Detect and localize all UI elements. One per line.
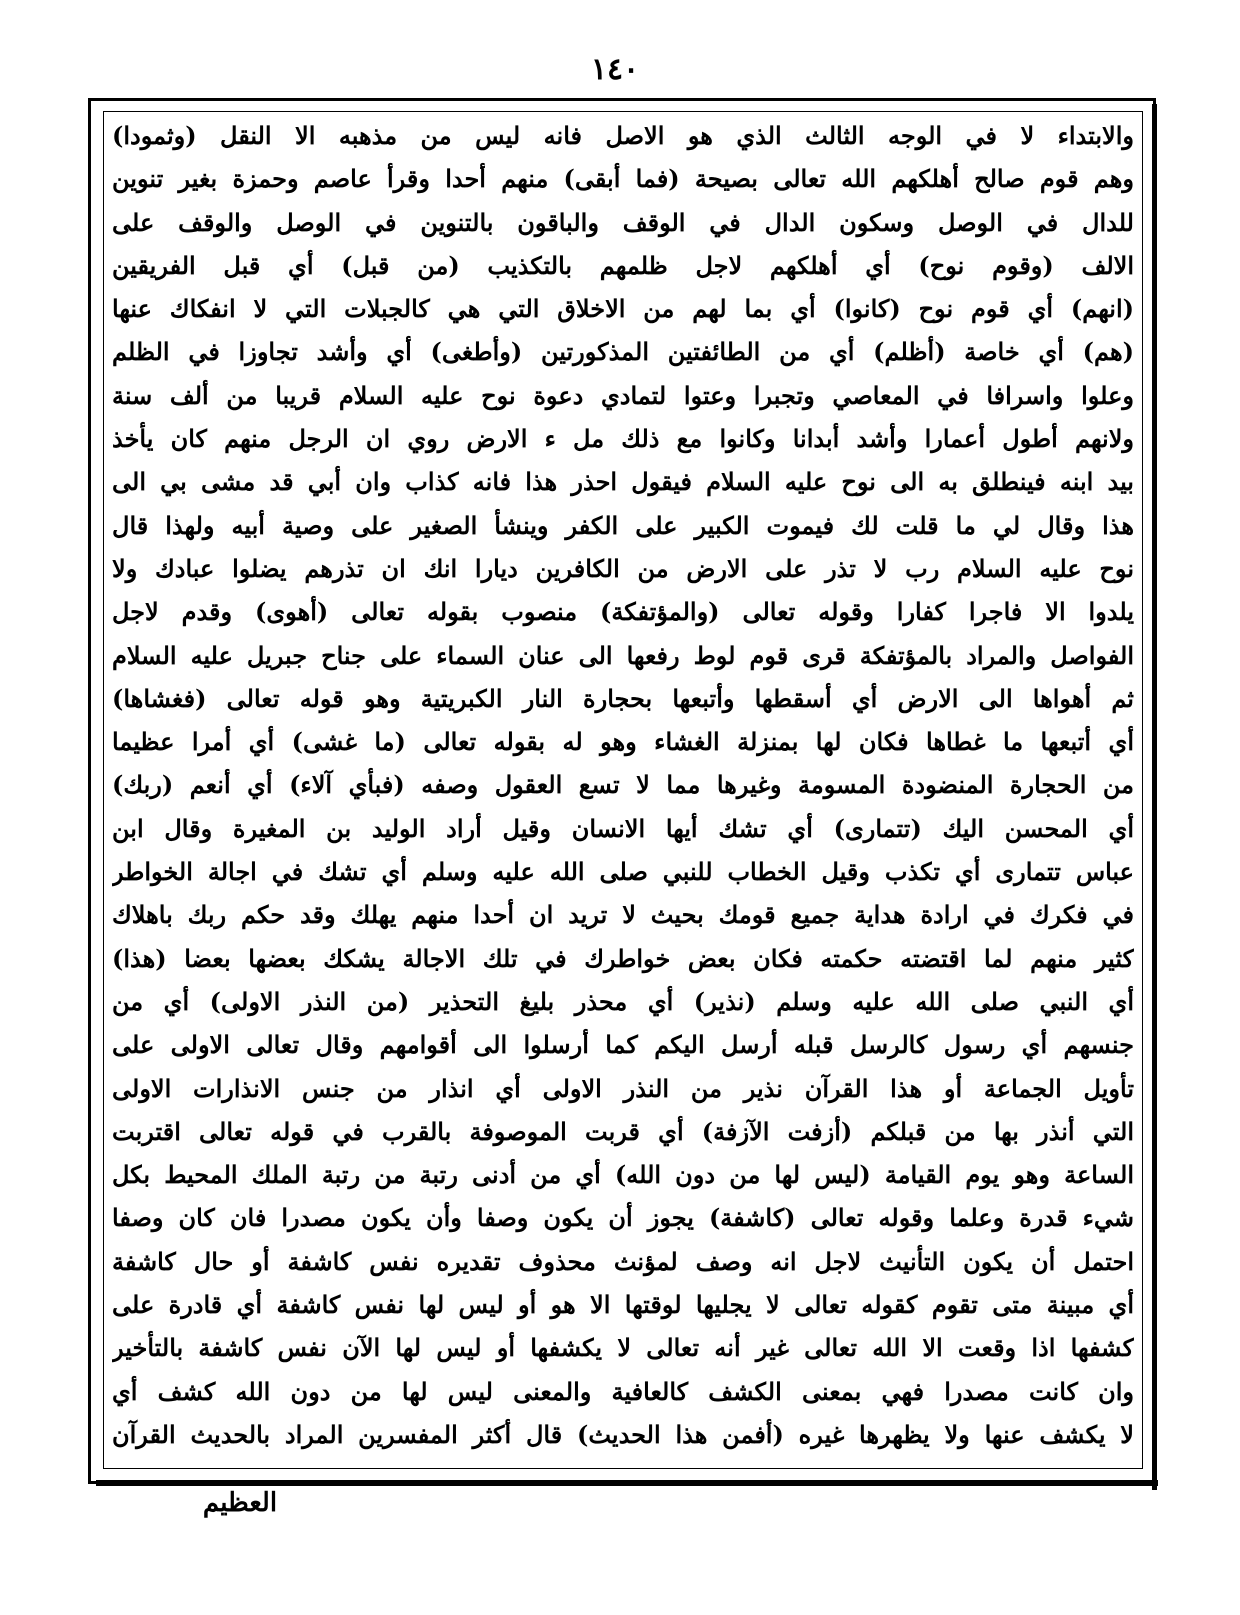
text-line: كثير منهم لما اقتضته حكمته فكان بعض خواطرك في تلك الاجالة يشكك بعضها بعضا (هذا) [112,943,1134,973]
text-line: الفواصل والمراد بالمؤتفكة قرى قوم لوط رفعها الى عنان السماء على جناح جبريل عليه السلام [112,640,1134,670]
text-line: للدال في الوصل وسكون الدال في الوقف والباقون بالتنوين في الوصل والوقف على [112,207,1134,237]
text-line: أي أتبعها ما غطاها فكان لها بمنزلة الغشاء وهو له بقوله تعالى (ما غشى) أي أمرا عظيما [112,727,1134,757]
text-line: الساعة وهو يوم القيامة (ليس لها من دون الله) أي من أدنى رتبة من رتبة الملك المحيط بكل [112,1160,1134,1190]
text-line: (انهم) أي قوم نوح (كانوا) أي بما لهم من الاخلاق التي هي كالجبلات التي لا انفكاك عنها [112,294,1134,324]
text-line: نوح عليه السلام رب لا تذر على الارض من الكافرين ديارا انك ان تذرهم يضلوا عبادك ولا [112,553,1134,583]
text-line: بيد ابنه فينطلق به الى نوح عليه السلام فيقول احذر هذا فانه كذاب وان أبي قد مشى بي الى [112,467,1134,497]
text-line: احتمل أن يكون التأنيث لاجل انه وصف لمؤنث محذوف تقديره نفس كاشفة أو حال كاشفة [112,1246,1134,1276]
text-line: شيء قدرة وعلما وقوله تعالى (كاشفة) يجوز أن يكون وصفا وأن يكون مصدرا فان كان وصفا [112,1203,1134,1233]
text-line: (هم) أي خاصة (أظلم) أي من الطائفتين المذكورتين (وأطغى) أي وأشد تجاوزا في الظلم [112,337,1134,367]
text-line: من الحجارة المنضودة المسومة وغيرها مما لا تسع العقول وصفه (فبأي آلاء) أي أنعم (ربك) [112,770,1134,800]
text-line: أي المحسن اليك (تتمارى) أي تشك أيها الانسان وقيل أراد الوليد بن المغيرة وقال ابن [112,813,1134,843]
text-line: عباس تتمارى أي تكذب وقيل الخطاب للنبي صلى الله عليه وسلم أي تشك في اجالة الخواطر [112,857,1134,887]
text-line: التي أنذر بها من قبلكم (أزفت الآزفة) أي قربت الموصوفة بالقرب في قوله تعالى اقتربت [112,1116,1134,1146]
text-line: جنسهم أي رسول كالرسل قبله أرسل اليكم كما أرسلوا الى أقوامهم وقال تعالى الاولى على [112,1030,1134,1060]
catchword: العظيم [202,1488,278,1518]
text-line: أي النبي صلى الله عليه وسلم (نذير) أي محذر بليغ التحذير (من النذر الاولى) أي من [112,986,1134,1016]
text-line: أي مبينة متى تقوم كقوله تعالى لا يجليها لوقتها الا هو أو ليس لها نفس كاشفة أي قادرة على [112,1290,1134,1320]
text-line: ثم أهواها الى الارض أي أسقطها وأتبعها بحجارة النار الكبريتية وهو قوله تعالى (فغشاها) [112,683,1134,713]
text-line: الالف (وقوم نوح) أي أهلكهم لاجل ظلمهم بالتكذيب (من قبل) أي قبل الفريقين [112,250,1134,280]
commentary-text-block [112,114,1134,1466]
text-line: كشفها اذا وقعت الا الله تعالى غير أنه تعالى لا يكشفها أو ليس لها الآن نفس كاشفة بالتأخير [112,1333,1134,1363]
text-line: في فكرك في ارادة هداية جميع قومك بحيث لا تريد ان أحدا منهم يهلك وقد حكم ربك باهلاك [112,900,1134,930]
text-line: وعلوا واسرافا في المعاصي وتجبرا وعتوا لتمادي دعوة نوح عليه السلام قريبا من ألف سنة [112,380,1134,410]
text-line: وان كانت مصدرا فهي بمعنى الكشف كالعافية والمعنى ليس لها من دون الله كشف أي [112,1376,1134,1406]
text-line: هذا وقال لي ما قلت لك فيموت الكبير على الكفر وينشأ الصغير على وصية أبيه ولهذا قال [112,510,1134,540]
page-number: ١٤٠ [590,52,640,87]
text-line: لا يكشف عنها ولا يظهرها غيره (أفمن هذا الحديث) قال أكثر المفسرين المراد بالحديث القرآن [112,1419,1134,1449]
text-line: والابتداء لا في الوجه الثالث الذي هو الاصل فانه ليس من مذهبه الا النقل (وثمودا) [112,121,1134,150]
text-line: يلدوا الا فاجرا كفارا وقوله تعالى (والمؤتفكة) منصوب بقوله تعالى (أهوى) وقدم لاجل [112,597,1134,627]
text-line: ولانهم أطول أعمارا وأشد أبدانا وكانوا مع ذلك مل ء الارض روي ان الرجل منهم كان يأخذ [112,424,1134,454]
text-line: وهم قوم صالح أهلكهم الله تعالى بصيحة (فما أبقى) منهم أحدا وقرأ عاصم وحمزة بغير تنوين [112,164,1134,194]
text-line: تأويل الجماعة أو هذا القرآن نذير من النذر الاولى أي انذار من جنس الانذارات الاولى [112,1073,1134,1103]
